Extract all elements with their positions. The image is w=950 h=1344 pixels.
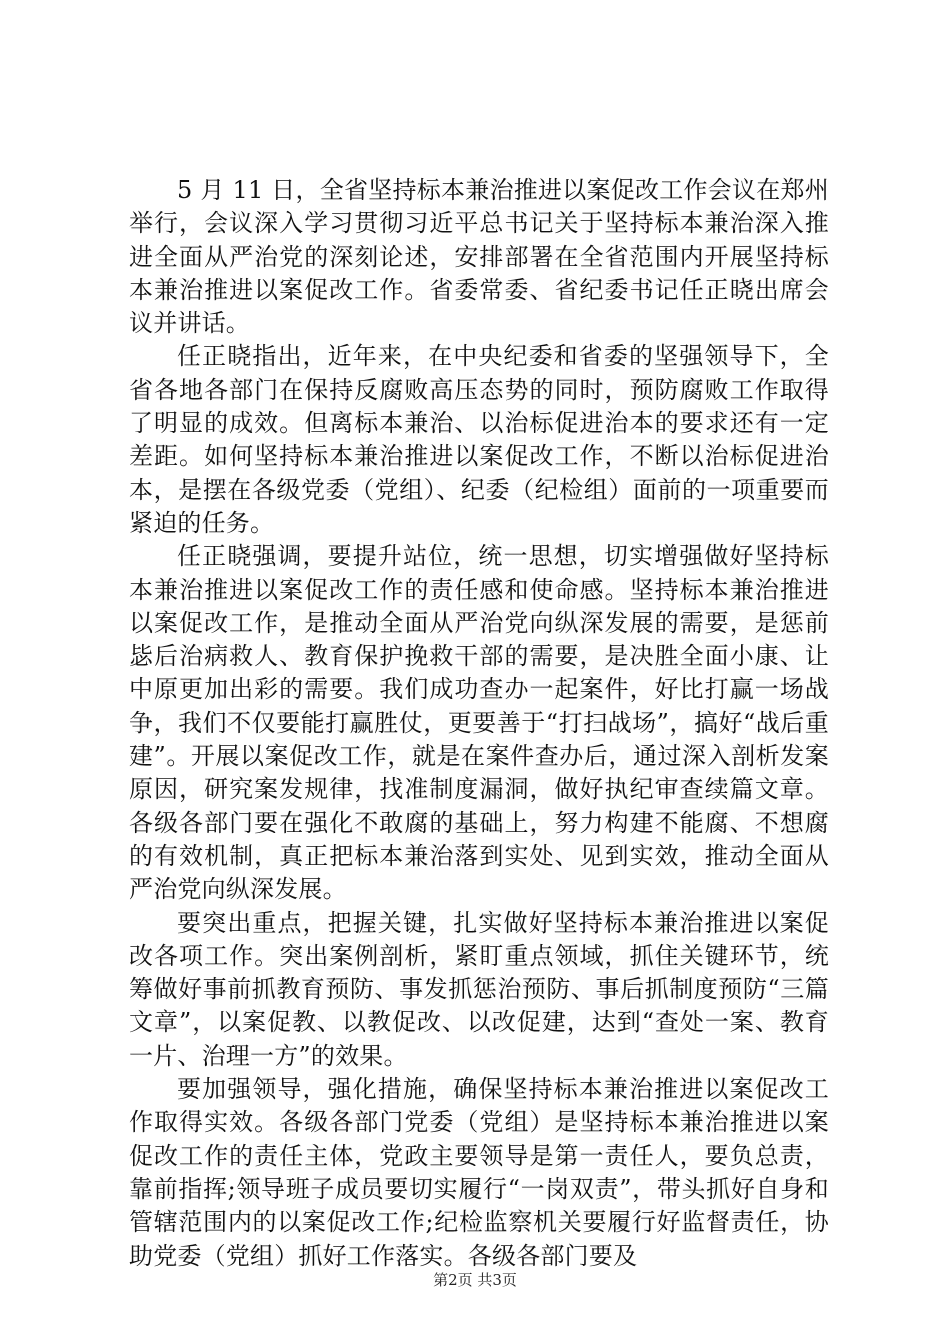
paragraph-1: 5 月 11 日，全省坚持标本兼治推进以案促改工作会议在郑州举行，会议深入学习贯彻习近平总书记关于坚持标本兼治深入推进全面从严治党的深刻论述，安排部署在全省范围内开展坚持标本兼治推进以案促改工作。省委常委、省纪委书记任正晓出席会议并讲话。 — [129, 176, 829, 338]
paragraph-4: 要突出重点，把握关键，扎实做好坚持标本兼治推进以案促改各项工作。突出案例剖析，紧盯重点领域，抓住关键环节，统筹做好事前抓教育预防、事发抓惩治预防、事后抓制度预防“三篇文章”，以案促教、以教促改、以改促建，达到“查处一案、教育一片、治理一方”的效果。 — [129, 908, 829, 1070]
page-number: 第2页 共3页 — [433, 1271, 517, 1289]
paragraph-5: 要加强领导，强化措施，确保坚持标本兼治推进以案促改工作取得实效。各级各部门党委（党组）是坚持标本兼治推进以案促改工作的责任主体，党政主要领导是第一责任人，要负总责，靠前指挥;领导班子成员要切实履行“一岗双责”，带头抓好自身和管辖范围内的以案促改工作;纪检监察机关要履行好监督责任，协助党委（党组）抓好工作落实。各级各部门要及 — [129, 1075, 829, 1270]
paragraph-3: 任正晓强调，要提升站位，统一思想，切实增强做好坚持标本兼治推进以案促改工作的责任感和使命感。坚持标本兼治推进以案促改工作，是推动全面从严治党向纵深发展的需要，是惩前毖后治病救人、教育保护挽救干部的需要，是决胜全面小康、让中原更加出彩的需要。我们成功查办一起案件，好比打赢一场战争，我们不仅要能打赢胜仗，更要善于“打扫战场”，搞好“战后重建”。开展以案促改工作，就是在案件查办后，通过深入剖析发案原因，研究案发规律，找准制度漏洞，做好执纪审查续篇文章。各级各部门要在强化不敢腐的基础上，努力构建不能腐、不想腐的有效机制，真正把标本兼治落到实处、见到实效，推动全面从严治党向纵深发展。 — [129, 542, 829, 904]
document-body — [129, 174, 829, 1273]
paragraph-2: 任正晓指出，近年来，在中央纪委和省委的坚强领导下，全省各地各部门在保持反腐败高压态势的同时，预防腐败工作取得了明显的成效。但离标本兼治、以治标促进治本的要求还有一定差距。如何坚持标本兼治推进以案促改工作，不断以治标促进治本，是摆在各级党委（党组）、纪委（纪检组）面前的一项重要而紧迫的任务。 — [129, 342, 829, 537]
page-footer — [0, 1270, 950, 1290]
